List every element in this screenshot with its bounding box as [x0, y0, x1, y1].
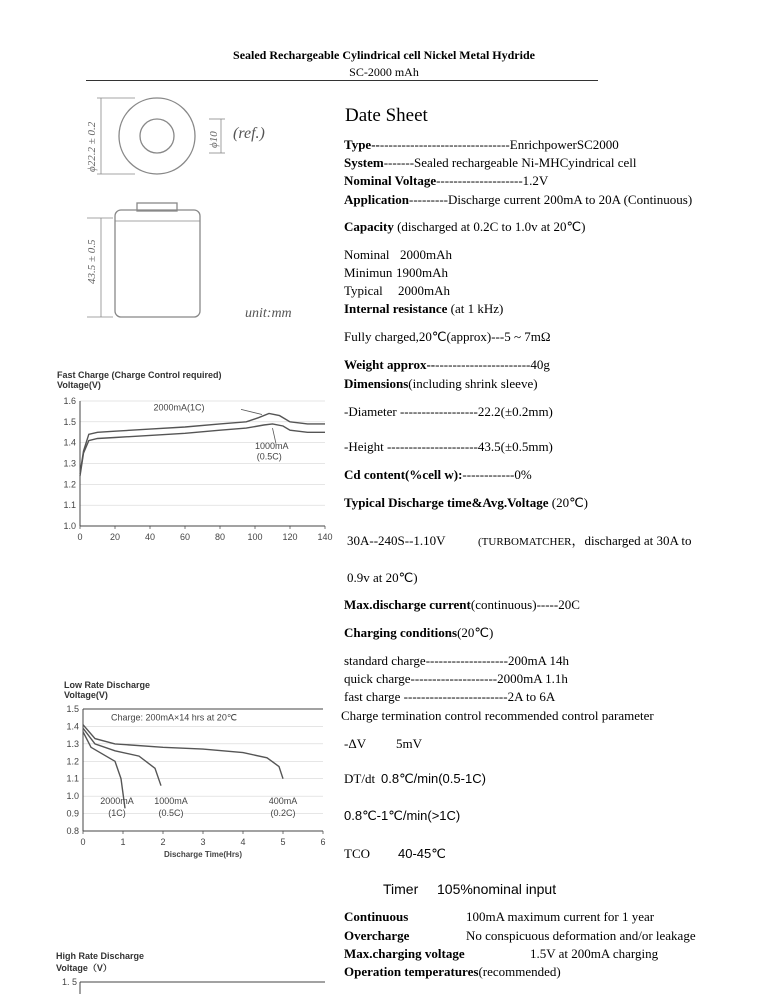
y-tick-label: 1.4: [63, 437, 76, 448]
timer-row: Timer 105%nominal input: [383, 881, 557, 897]
inner-circle: [140, 119, 174, 153]
chart-title: Low Rate Discharge: [64, 680, 151, 690]
fast-charge-chart: [55, 365, 340, 550]
x-tick-label: 3: [200, 837, 206, 847]
system-row: System-------Sealed rechargeable Ni-MHCyindrical cell: [344, 155, 637, 170]
y-tick-label: 1.3: [66, 738, 79, 749]
annotation-arrow-1: [241, 409, 262, 414]
y-tick-label: 1.3: [63, 458, 76, 469]
x-tick-label: 5: [280, 837, 286, 847]
x-tick-label: 120: [282, 532, 298, 542]
x-tick-label: 4: [240, 837, 246, 847]
y-tick-label: 1.1: [63, 500, 76, 511]
x-tick-label: 0: [80, 837, 86, 847]
chart-note: Charge: 200mA×14 hrs at 20℃: [111, 712, 237, 723]
dtdt-row: DT/dt 0.8℃/min(0.5-1C): [344, 771, 486, 786]
series-line-3: [83, 725, 283, 779]
dv-row: -ΔV 5mV: [344, 736, 422, 751]
capacity-typical: Typical 2000mAh: [344, 283, 450, 298]
chart-title: High Rate Discharge: [56, 951, 145, 961]
y-tick-label: 1.5: [66, 704, 79, 714]
sheet-heading: Date Sheet: [345, 105, 428, 126]
charging-row: Charging conditions(20℃): [344, 625, 494, 640]
capacity-nominal: Nominal 2000mAh: [344, 247, 452, 262]
y-tick-label: 1.5: [63, 416, 76, 427]
application-row: Application---------Discharge current 200mA to 20A (Continuous): [344, 192, 693, 207]
charge-quick: quick charge--------------------2000mA 1.1h: [344, 671, 568, 686]
height-row: -Height ---------------------43.5(±0.5mm): [344, 439, 553, 454]
x-tick-label: 6: [320, 837, 326, 847]
overcharge-row: Overcharge No conspicuous deformation and/or leakage: [344, 928, 696, 943]
y-tick-label: 1.1: [66, 773, 79, 784]
high-rate-discharge-chart: [55, 945, 340, 994]
y-tick-label: 1.4: [66, 721, 79, 732]
tco-row: TCO 40-45℃: [344, 846, 446, 861]
typical-line-c: 0.9v at 20℃): [347, 570, 418, 585]
y-tick-label: 1.6: [63, 396, 76, 406]
y-tick-label: 1.2: [66, 756, 79, 767]
x-tick-label: 40: [144, 532, 156, 542]
chart-ylabel: Voltage(V): [57, 380, 101, 390]
ir-value: Fully charged,20℃(approx)---5 ~ 7mΩ: [344, 329, 551, 344]
annotation-05c: (0.5C): [256, 451, 282, 462]
series-line-2: [83, 728, 161, 786]
cell-body: [115, 210, 200, 317]
x-tick-label: 2: [160, 837, 166, 847]
continuous-row: Continuous 100mA maximum current for 1 year: [344, 909, 655, 924]
annotation-02c: (0.2C): [270, 808, 296, 819]
header-rule: [86, 80, 598, 81]
diameter-row: -Diameter ------------------22.2(±0.2mm): [344, 404, 553, 419]
y-tick-label: 1.2: [63, 479, 76, 490]
type-row: Type--------------------------------EnrichpowerSC2000: [344, 137, 619, 152]
x-tick-label: 140: [317, 532, 333, 542]
ir-row: Internal resistance (at 1 kHz): [344, 301, 504, 316]
x-tick-label: 20: [109, 532, 121, 542]
capacity-minimum: Minimun 1900mAh: [344, 265, 448, 280]
diameter-dim: ϕ22.2 ± 0.2: [86, 121, 98, 172]
chart-ylabel: Voltage（V）: [56, 963, 112, 973]
x-tick-label: 0: [77, 532, 83, 542]
y-tick-label: 0.9: [66, 808, 79, 819]
outer-circle: [119, 98, 195, 174]
dimensions-row: Dimensions(including shrink sleeve): [344, 376, 538, 391]
annotation-1000ma: 1000mA: [154, 795, 188, 806]
chart-title: Fast Charge (Charge Control required): [57, 370, 222, 380]
y-tick-label: 1.0: [66, 791, 79, 802]
document-subtitle: SC-2000 mAh: [349, 65, 419, 79]
annotation-05c: (0.5C): [158, 808, 184, 819]
x-tick-label: 80: [214, 532, 226, 542]
annotation-400ma: 400mA: [268, 795, 298, 806]
unit-label: unit:mm: [245, 306, 292, 321]
y-tick-label: 1. 5: [61, 977, 77, 987]
x-tick-label: 1: [120, 837, 126, 847]
weight-row: Weight approx------------------------40g: [344, 357, 550, 372]
dtdt2-row: 0.8℃-1℃/min(>1C): [344, 808, 461, 823]
annotation-1c: (1C): [108, 808, 126, 819]
chart-ylabel: Voltage(V): [64, 690, 108, 700]
max-charge-voltage-row: Max.charging voltage 1.5V at 200mA charging: [344, 946, 659, 961]
low-rate-discharge-chart: [60, 677, 335, 862]
typical-line-b: (TURBOMATCHER，discharged at 30A to: [478, 533, 692, 548]
inner-dim: ϕ10: [208, 131, 220, 148]
voltage-row: Nominal Voltage--------------------1.2V: [344, 173, 549, 188]
charge-fast: fast charge ------------------------2A to 6A: [344, 689, 556, 704]
typical-line-a: 30A--240S--1.10V: [347, 533, 446, 548]
height-dim: 43.5 ± 0.5: [86, 239, 98, 284]
ref-label: (ref.): [233, 125, 265, 142]
annotation-2000ma: 2000mA(1C): [153, 402, 205, 413]
max-discharge-row: Max.discharge current(continuous)-----20C: [344, 597, 580, 612]
cd-row: Cd content(%cell w):------------0%: [344, 467, 532, 482]
charge-standard: standard charge-------------------200mA 14h: [344, 653, 569, 668]
y-tick-label: 0.8: [66, 826, 79, 836]
termination-row: Charge termination control recommended control parameter: [341, 708, 654, 723]
operation-temp-row: Operation temperatures(recommended): [344, 964, 561, 979]
x-tick-label: 100: [247, 532, 263, 542]
capacity-row: Capacity (discharged at 0.2C to 1.0v at 20℃): [344, 219, 586, 234]
cell-drawing: [75, 90, 330, 330]
annotation-2000ma: 2000mA: [100, 795, 134, 806]
y-tick-label: 1.0: [63, 521, 76, 531]
annotation-1000ma: 1000mA: [255, 440, 289, 451]
typical-row: Typical Discharge time&Avg.Voltage (20℃): [344, 495, 588, 510]
document-title: Sealed Rechargeable Cylindrical cell Nickel Metal Hydride: [233, 48, 535, 62]
x-axis-label: Discharge Time(Hrs): [163, 850, 243, 859]
x-tick-label: 60: [179, 532, 191, 542]
